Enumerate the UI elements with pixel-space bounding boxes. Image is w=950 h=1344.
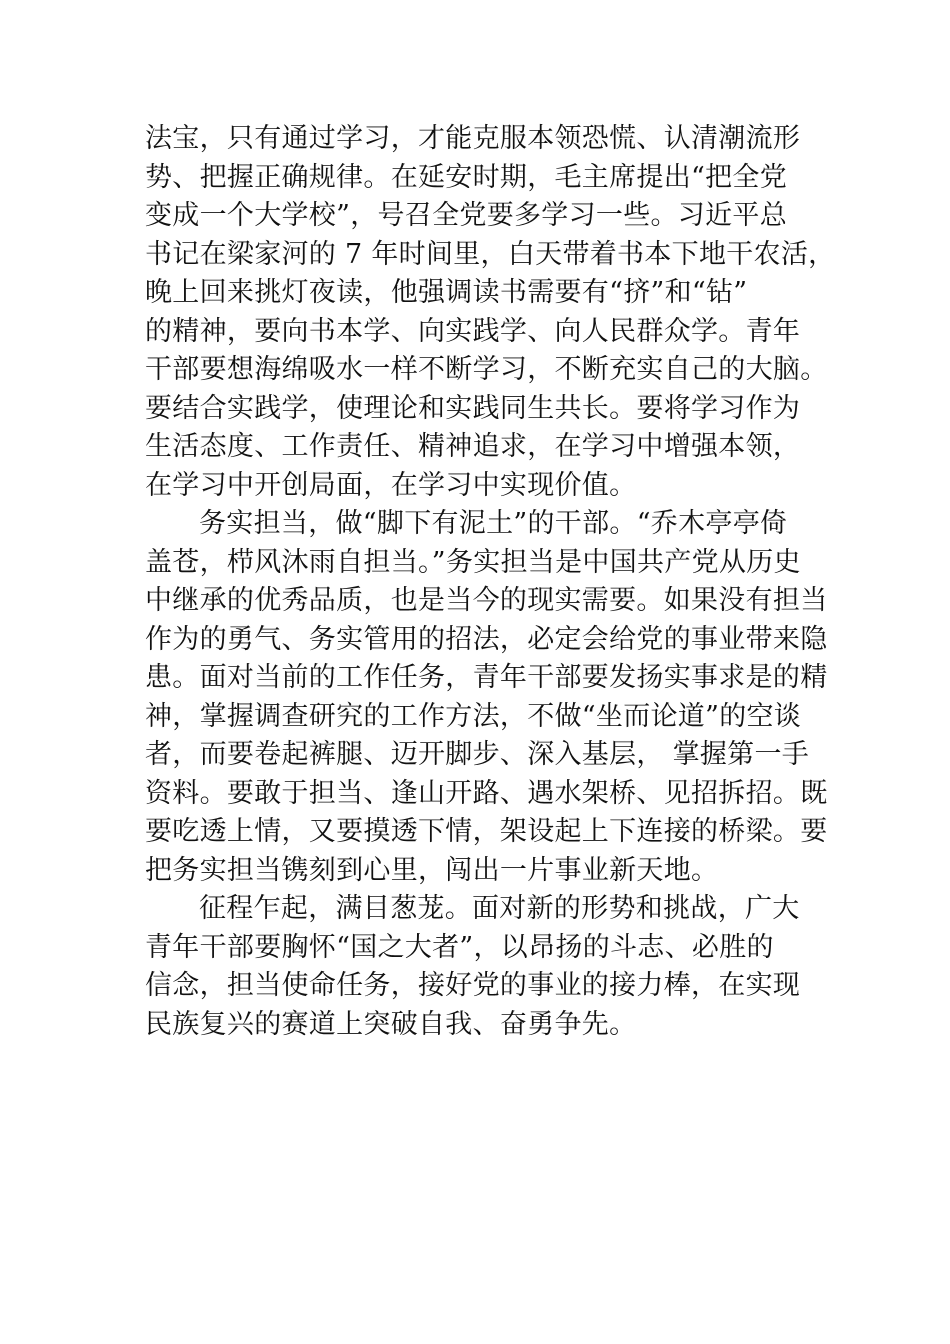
- text-line: 晚上回来挑灯夜读，他强调读书需要有“挤”和“钻”: [145, 277, 748, 308]
- text-line: 民族复兴的赛道上突破自我、奋勇争先。: [145, 1008, 637, 1040]
- paragraph-first-line: 务实担当，做“脚下有泥土”的干部。“乔木亭亭倚: [199, 508, 788, 539]
- text-line: 患。面对当前的工作任务，青年干部要发扬实事求是的精: [145, 662, 828, 693]
- text-line: 干部要想海绵吸水一样不断学习，不断充实自己的大脑。: [145, 354, 828, 385]
- text-line: 中继承的优秀品质，也是当今的现实需要。如果没有担当: [145, 585, 828, 616]
- text-line: 的精神，要向书本学、向实践学、向人民群众学。青年: [145, 315, 801, 347]
- text-line: 资料。要敢于担当、逢山开路、遇水架桥、见招拆招。既: [145, 777, 828, 809]
- text-line: 青年干部要胸怀“国之大者”，以昂扬的斗志、必胜的: [145, 931, 774, 963]
- text-line: 把务实担当镌刻到心里，闯出一片事业新天地。: [145, 854, 719, 886]
- text-line: 书记在梁家河的 7 年时间里，白天带着书本下地干农活，: [145, 238, 836, 270]
- text-line: 在学习中开创局面，在学习中实现价值。: [145, 469, 637, 501]
- paragraph-first-line: 征程乍起，满目葱茏。面对新的形势和挑战，广大: [199, 893, 800, 924]
- text-line: 盖苍，栉风沐雨自担当。”务实担当是中国共产党从历史: [145, 546, 801, 578]
- text-line: 信念，担当使命任务，接好党的事业的接力棒，在实现: [145, 970, 801, 1001]
- text-line: 者，而要卷起裤腿、迈开脚步、深入基层， 掌握第一手: [145, 739, 810, 770]
- text-line: 要结合实践学，使理论和实践同生共长。要将学习作为: [145, 392, 801, 424]
- text-line: 势、把握正确规律。在延安时期，毛主席提出“把全党: [145, 161, 788, 193]
- text-line: 变成一个大学校”，号召全党要多学习一些。习近平总: [145, 200, 788, 231]
- document-body: [145, 120, 836, 1044]
- text-line: 作为的勇气、务实管用的招法，必定会给党的事业带来隐: [145, 623, 828, 655]
- text-line: 法宝，只有通过学习，才能克服本领恐慌、认清潮流形: [145, 123, 801, 154]
- text-line: 要吃透上情，又要摸透下情，架设起上下连接的桥梁。要: [145, 816, 828, 847]
- text-line: 神，掌握调查研究的工作方法，不做“坐而论道”的空谈: [145, 700, 802, 732]
- text-line: 生活态度、工作责任、精神追求，在学习中增强本领，: [145, 431, 801, 462]
